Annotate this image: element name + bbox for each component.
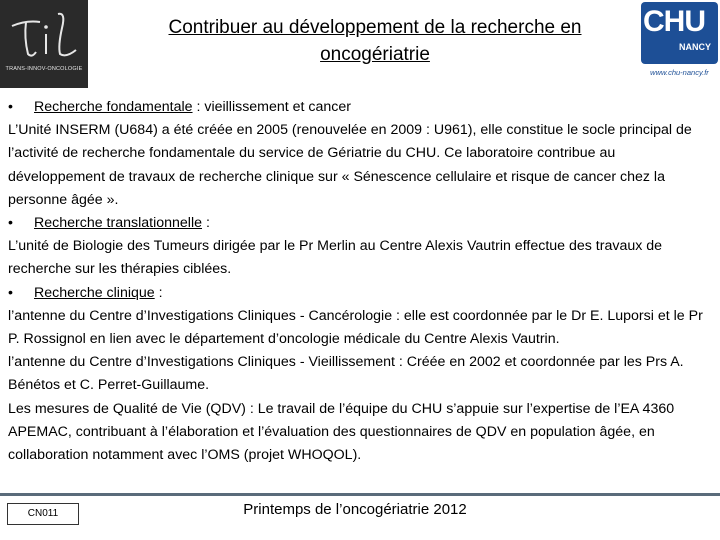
bullet-icon: • — [8, 215, 13, 232]
paragraph: l’antenne du Centre d’Investigations Cliniques - Vieillissement : Créée en 2002 et coordonnée par les Prs A. Bénétos et C. Perret-Guillaume. — [8, 354, 684, 394]
section-heading-suffix: : vieillissement et cancer — [192, 99, 352, 115]
section-heading-label: Recherche translationnelle — [34, 215, 202, 232]
paragraph: L’unité de Biologie des Tumeurs dirigée par le Pr Merlin au Centre Alexis Vautrin effectue des travaux de recherche sur les thérapies ciblées. — [8, 238, 663, 278]
footer-divider — [0, 493, 720, 496]
paragraph: Les mesures de Qualité de Vie (QDV) : Le travail de l’équipe du CHU s’appuie sur l’expertise de l’EA 4360 APEMAC, contribuant à l’élaboration et l’évaluation des questionnaires de QDV en population âgée, en collaboration notamment avec l’OMS (projet WHOQOL). — [8, 400, 675, 464]
section-heading-translationnelle — [8, 212, 712, 235]
footer-text: Printemps de l’oncogériatrie 2012 — [243, 501, 467, 518]
section-heading-suffix: : — [154, 284, 163, 301]
paragraph: l’antenne du Centre d’Investigations Cliniques - Cancérologie : elle est coordonnée par le Dr E. Luporsi et le Pr P. Rossignol en lien avec le département d’oncologie médicale du Centre Alexis Vautrin. — [8, 307, 703, 348]
paragraph: L’Unité INSERM (U684) a été créée en 2005 (renouvelée en 2009 : U961), elle constitue le socle principal de l’activité de recherche fondamentale du service de Gériatrie du CHU. Ce laboratoire contribue au développement de travaux de recherche clinique sur « Sénescence cellulaire et risque de cancer chez la personne âgée ». — [8, 122, 692, 208]
section-heading-suffix: : — [202, 215, 210, 232]
bullet-icon: • — [8, 99, 13, 115]
section-heading-label: Recherche fondamentale — [34, 99, 193, 115]
chu-logo-website: www.chu-nancy.fr — [650, 68, 709, 77]
chu-logo-brand: CHU — [643, 5, 705, 38]
main-content — [8, 96, 712, 467]
bullet-icon: • — [8, 284, 13, 301]
til-logo-text: TRANS-INNOV-ONCOLOGIE — [5, 66, 83, 72]
slide-code: CN011 — [7, 503, 79, 525]
chu-logo-city: NANCY — [679, 42, 712, 52]
page-title: Contribuer au développement de la recherche en oncogériatrie — [168, 17, 582, 65]
section-heading-label: Recherche clinique — [34, 284, 155, 301]
til-logo — [0, 0, 88, 88]
til-logo-icon — [6, 8, 82, 62]
section-heading-clinique — [8, 282, 712, 305]
section-heading-fondamentale — [8, 96, 712, 119]
chu-nancy-logo — [639, 0, 720, 80]
